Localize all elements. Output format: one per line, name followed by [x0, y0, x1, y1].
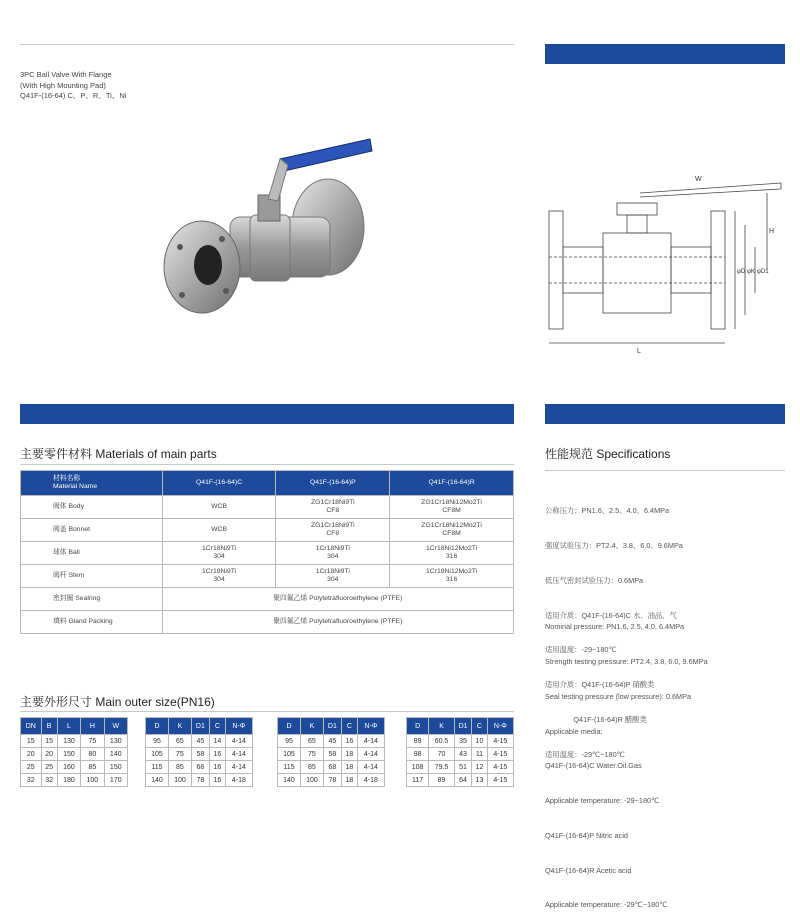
- dims-cell: 75: [168, 748, 191, 761]
- dims-cell: 4-18: [357, 774, 384, 787]
- dims-header-row: [407, 718, 514, 735]
- dims-header-cell: C: [472, 718, 487, 735]
- dims-cell: 95: [146, 735, 169, 748]
- dims-cell: 105: [278, 748, 301, 761]
- table-row: [407, 735, 514, 748]
- handle-blue: [280, 139, 372, 171]
- dims-cell: 100: [300, 774, 323, 787]
- dims-cell: 150: [104, 761, 127, 774]
- valve-photo: [160, 135, 380, 315]
- dims-cell: 85: [300, 761, 323, 774]
- dims-cell: 98: [407, 748, 429, 761]
- drawing-right-flange: [711, 211, 725, 329]
- table-row: [278, 735, 385, 748]
- dims-cell: 4-15: [487, 761, 513, 774]
- dim-label-L: L: [637, 348, 641, 355]
- product-name: 3PC Ball Valve With Flange: [20, 70, 112, 79]
- table-row: [21, 735, 128, 748]
- dims-cell: 140: [146, 774, 169, 787]
- table-row: [407, 761, 514, 774]
- dims-cell: 60.5: [429, 735, 455, 748]
- bore-opening: [194, 245, 222, 285]
- dims-header-cell: H: [81, 718, 104, 735]
- dims-cell: 70: [429, 748, 455, 761]
- dims-cell: 100: [81, 774, 104, 787]
- table-row: [21, 748, 128, 761]
- dims-cell: 18: [341, 774, 357, 787]
- dims-cell: 180: [57, 774, 80, 787]
- drawing-header-bar: [545, 44, 785, 64]
- dims-header-cell: K: [168, 718, 191, 735]
- specs-cn-block: 公称压力：PN1.6、2.5、4.0、6.4MPa 强度试验压力：PT2.4、3.8、6.0、9.6MPa 低压气密封试验压力：0.6MPa 适用介质：Q41F-(16-64)C 水、油品、气 适用温度：-29~180℃ 适用介质：Q41F-(16-64)P 硝酸类 Q41F-(16-64)R 醋酸类 适用温度：-29℃~180℃: [545, 506, 683, 759]
- dims-cell: 4-14: [357, 761, 384, 774]
- dims-cell: 14: [209, 735, 225, 748]
- technical-drawing: [545, 175, 785, 360]
- dims-cell: 80: [81, 748, 104, 761]
- table-row: [407, 748, 514, 761]
- dims-cell: 58: [191, 748, 209, 761]
- materials-table: [20, 470, 514, 634]
- materials-col2-header: Q41F-(16-64)P: [276, 471, 390, 496]
- dims-cell: 4-14: [225, 761, 252, 774]
- dims-cell: 115: [278, 761, 301, 774]
- dims-cell: 4-15: [487, 774, 513, 787]
- handle-arm: [268, 159, 288, 201]
- dim-label-W: W: [695, 176, 702, 183]
- outer-size-title-cn: 主要外形尺寸: [20, 695, 93, 709]
- dims-cell: 25: [41, 761, 57, 774]
- dims-header-cell: D: [146, 718, 169, 735]
- dims-cell: 25: [21, 761, 42, 774]
- dims-cell: 89: [429, 774, 455, 787]
- drawing-body: [603, 233, 671, 313]
- dims-cell: 85: [168, 761, 191, 774]
- dims-cell: 105: [146, 748, 169, 761]
- specs-en-block: Nominal pressure: PN1.6, 2.5, 4.0, 6.4MPa Strength testing pressure: PT2.4, 3.8, 6.0, 9.6MPa Seal testing pressure (low pressure): 0.6MPa Applicable media: Q41F-(16-64)C Water.Oil.Gas Applicable temperature: -29~180℃ Q41F-(16-64)P Nitric acid Q41F-(16-64)R Acetic acid Applicable temperature: -29℃~180℃: [545, 622, 708, 910]
- dims-cell: 78: [323, 774, 341, 787]
- table-row: [146, 774, 253, 787]
- materials-header-row: [21, 471, 514, 496]
- dims-header-cell: L: [57, 718, 80, 735]
- dims-cell: 65: [300, 735, 323, 748]
- dims-cell: 150: [57, 748, 80, 761]
- dims-header-cell: N-Φ: [357, 718, 384, 735]
- dims-cell: 4-15: [487, 748, 513, 761]
- materials-heading: [20, 445, 217, 462]
- bolt-hole: [179, 292, 185, 298]
- dims-header-row: [21, 718, 128, 735]
- dims-cell: 20: [21, 748, 42, 761]
- bolt-hole: [219, 236, 225, 242]
- dims-cell: 78: [191, 774, 209, 787]
- dims-cell: 89: [407, 735, 429, 748]
- dims-cell: 75: [300, 748, 323, 761]
- table-row: [146, 735, 253, 748]
- table-row: 阀盖 Bonnet WCB ZG1Cr18Ni9Ti CF8 ZG1Cr18Ni12Mo2Ti CF8M: [21, 519, 514, 542]
- bolt-hole: [177, 244, 183, 250]
- dims-cell: 18: [341, 761, 357, 774]
- dims-cell: 4-14: [357, 735, 384, 748]
- dim-label-K: φK: [747, 269, 755, 275]
- dims-cell: 32: [41, 774, 57, 787]
- dim-label-H: H: [769, 228, 775, 235]
- dims-cell: 65: [168, 735, 191, 748]
- drawing-handle: [640, 183, 781, 193]
- dims-cell: 75: [81, 735, 104, 748]
- dims-cell: 68: [191, 761, 209, 774]
- dims-cell: 100: [168, 774, 191, 787]
- dims-cell: 35: [454, 735, 471, 748]
- outer-size-title-en: Main outer size(PN16): [95, 695, 215, 709]
- dims-cell: 160: [57, 761, 80, 774]
- dims-header-cell: K: [429, 718, 455, 735]
- table-row: 密封圈 Sealring 聚四氟乙烯 Polytetrafluoroethylene (PTFE): [21, 588, 514, 611]
- dim-label-D1: φD1: [757, 269, 769, 275]
- materials-header-bar: [20, 404, 514, 424]
- outer-size-divider: [20, 711, 514, 712]
- dims-cell: 16: [209, 748, 225, 761]
- dims-cell: 140: [104, 748, 127, 761]
- dims-cell: 4-18: [225, 774, 252, 787]
- outer-size-heading: [20, 693, 215, 710]
- table-row: [146, 748, 253, 761]
- dims-header-cell: B: [41, 718, 57, 735]
- materials-divider: [20, 464, 514, 465]
- dims-header-cell: C: [209, 718, 225, 735]
- table-row: [21, 761, 128, 774]
- table-row: [278, 761, 385, 774]
- table-row: [278, 774, 385, 787]
- dims-cell: 130: [104, 735, 127, 748]
- dims-cell: 64: [454, 774, 471, 787]
- dims-cell: 10: [472, 735, 487, 748]
- dims-header-cell: W: [104, 718, 127, 735]
- dims-cell: 85: [81, 761, 104, 774]
- dims-header-cell: N-Φ: [487, 718, 513, 735]
- dims-cell: 115: [146, 761, 169, 774]
- dims-cell: 12: [472, 761, 487, 774]
- dims-header-cell: N-Φ: [225, 718, 252, 735]
- dims-cell: 108: [407, 761, 429, 774]
- body-nut: [250, 215, 290, 281]
- dims-cell: 43: [454, 748, 471, 761]
- table-row: [278, 748, 385, 761]
- table-row: 阀体 Body WCB ZG1Cr18Ni9Ti CF8 ZG1Cr18Ni12Mo2Ti CF8M: [21, 496, 514, 519]
- dims-cell: 117: [407, 774, 429, 787]
- specs-title-en: Specifications: [596, 447, 671, 461]
- table-row: [407, 774, 514, 787]
- table-row: [21, 774, 128, 787]
- dims-cell: 15: [21, 735, 42, 748]
- dims-cell: 170: [104, 774, 127, 787]
- specs-divider: [545, 470, 785, 471]
- dims-header-cell: D1: [454, 718, 471, 735]
- dims-cell: 140: [278, 774, 301, 787]
- dims-header-cell: D: [407, 718, 429, 735]
- dims-cell: 45: [323, 735, 341, 748]
- dims-table-3: [277, 717, 385, 787]
- bolt-hole: [223, 288, 229, 294]
- dims-cell: 4-14: [357, 748, 384, 761]
- dims-cell: 11: [472, 748, 487, 761]
- dims-cell: 51: [454, 761, 471, 774]
- dims-cell: 16: [209, 761, 225, 774]
- drawing-left-flange: [549, 211, 563, 329]
- drawing-mount: [617, 203, 657, 215]
- dim-label-D: φD: [737, 269, 746, 275]
- dims-header-cell: DN: [21, 718, 42, 735]
- dims-header-row: [146, 718, 253, 735]
- dims-header-cell: C: [341, 718, 357, 735]
- materials-col1-header: Q41F-(16-64)C: [162, 471, 276, 496]
- top-divider: [20, 44, 514, 45]
- materials-title-en: Materials of main parts: [95, 447, 217, 461]
- dims-table-2: [145, 717, 253, 787]
- table-row: [146, 761, 253, 774]
- materials-col3-header: Q41F-(16-64)R: [390, 471, 514, 496]
- dims-cell: 13: [472, 774, 487, 787]
- dims-table-4: [406, 717, 514, 787]
- dims-cell: 16: [341, 735, 357, 748]
- product-model: Q41F-(16-64) C、P、R、Ti、Ni: [20, 91, 127, 100]
- table-row: 球体 Ball 1Cr18Ni9Ti 304 1Cr18Ni9Ti 304 1Cr18Ni12Mo2Ti 316: [21, 542, 514, 565]
- dims-cell: 95: [278, 735, 301, 748]
- dims-cell: 4-15: [487, 735, 513, 748]
- dims-cell: 58: [323, 748, 341, 761]
- dims-cell: 32: [21, 774, 42, 787]
- dims-header-cell: D1: [191, 718, 209, 735]
- product-subname: (With High Mounting Pad): [20, 80, 106, 90]
- dims-header-cell: K: [300, 718, 323, 735]
- dims-cell: 4-14: [225, 748, 252, 761]
- materials-title-cn: 主要零件材料: [20, 447, 93, 461]
- materials-name-header: 材料名称 Material Name: [21, 471, 163, 496]
- dims-cell: 79.5: [429, 761, 455, 774]
- dims-header-row: [278, 718, 385, 735]
- specs-header-bar: [545, 404, 785, 424]
- dims-header-cell: D: [278, 718, 301, 735]
- dims-cell: 4-14: [225, 735, 252, 748]
- specs-heading: [545, 445, 670, 462]
- dims-table-1: [20, 717, 128, 787]
- dims-cell: 20: [41, 748, 57, 761]
- dims-cell: 130: [57, 735, 80, 748]
- dims-cell: 16: [209, 774, 225, 787]
- table-row: 阀杆 Stem 1Cr18Ni9Ti 304 1Cr18Ni9Ti 304 1Cr18Ni12Mo2Ti 316: [21, 565, 514, 588]
- product-title: [20, 70, 126, 102]
- table-row: 填料 Gland Packing 聚四氟乙烯 Polytetrafluoroethylene (PTFE): [21, 611, 514, 634]
- dims-cell: 15: [41, 735, 57, 748]
- dims-cell: 68: [323, 761, 341, 774]
- dims-cell: 18: [341, 748, 357, 761]
- dims-cell: 45: [191, 735, 209, 748]
- dims-header-cell: D1: [323, 718, 341, 735]
- specs-title-cn: 性能规范: [545, 447, 594, 461]
